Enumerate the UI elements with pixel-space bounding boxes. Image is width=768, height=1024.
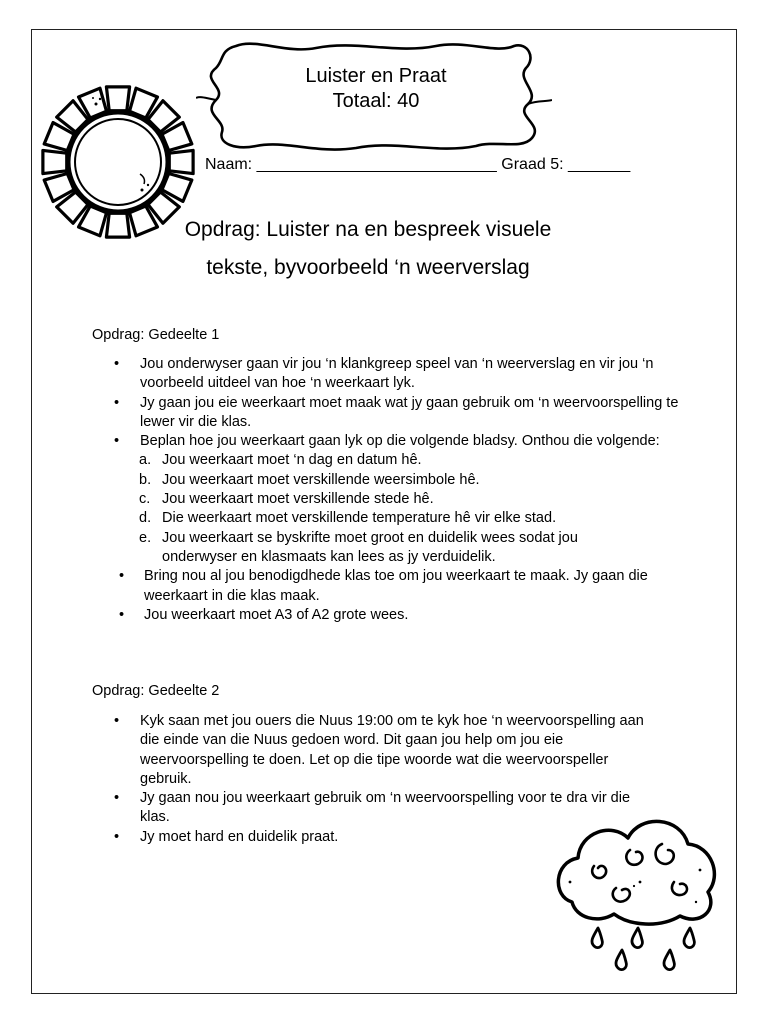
list-item: • Beplan hoe jou weerkaart gaan lyk op die volgende bladsy. Onthou die volgende:	[92, 432, 692, 451]
name-grade-line: Naam: ___________________________ Graad 5: _______	[205, 156, 631, 173]
banner-total: Totaal: 40	[332, 90, 420, 112]
bullet-icon: •	[119, 606, 125, 623]
section2-title: Opdrag: Gedeelte 2	[92, 683, 220, 699]
assignment-heading-line2: tekste, byvoorbeeld ‘n weerverslag	[206, 256, 530, 279]
bullet-icon: •	[114, 828, 120, 845]
sub-list-item: d. Die weerkaart moet verskillende temperature hê vir elke stad.	[139, 510, 557, 527]
sun-ray	[43, 150, 67, 173]
assignment-heading-line1: Opdrag: Luister na en bespreek visuele	[184, 218, 552, 241]
section1-title: Opdrag: Gedeelte 1	[92, 327, 220, 343]
rain-cloud-icon	[550, 810, 722, 980]
sub-list-item: a. Jou weerkaart moet ‘n dag en datum hê.	[139, 452, 422, 469]
sun-ray	[169, 150, 193, 173]
list-item: • Jou weerkaart moet A3 of A2 grote wees.	[92, 606, 692, 625]
list-item: • Jy gaan jou eie weerkaart moet maak wat jy gaan gebruik om ‘n weervoorspelling te lewer vir die klas.	[114, 394, 679, 430]
bullet-icon: •	[114, 433, 120, 450]
list-item: • Jy gaan nou jou weerkaart gebruik om ‘n weervoorspelling voor te dra vir die klas.	[114, 790, 631, 826]
sub-list-item: c. Jou weerkaart moet verskillende stede hê.	[139, 491, 434, 508]
list-item: • Jy moet hard en duidelik praat.	[92, 828, 692, 847]
bullet-icon: •	[114, 356, 120, 372]
section1-list	[92, 355, 692, 625]
bullet-icon: •	[114, 790, 120, 807]
bullet-icon: •	[114, 713, 120, 729]
list-item: • Jou onderwyser gaan vir jou ‘n klankgreep speel van ‘n weerverslag en vir jou ‘n voorbeeld uitdeel van hoe ‘n weerkaart lyk.	[114, 356, 654, 392]
sub-list-item: e. Jou weerkaart se byskrifte moet groot en duidelik wees sodat jou onderwyser en klasmaats kan lees as jy verduidelik.	[139, 529, 578, 565]
sub-list-item: b. Jou weerkaart moet verskillende weersimbole hê.	[139, 471, 480, 488]
bullet-icon: •	[114, 394, 120, 411]
bullet-icon: •	[119, 568, 125, 585]
sun-ray	[106, 87, 129, 111]
list-item: • Kyk saan met jou ouers die Nuus 19:00 om te kyk hoe ‘n weervoorspelling aan die einde van die Nuus gedoen word. Dit gaan jou help om jou eie weervoorspelling te doen. Let op die tipe woorde wat die weervoorspeller gebruik.	[114, 713, 644, 787]
banner-title: Luister en Praat	[305, 65, 447, 87]
list-item: • Bring nou al jou benodigdhede klas toe om jou weerkaart te maak. Jy gaan die weerkaart in die klas maak.	[119, 568, 648, 604]
